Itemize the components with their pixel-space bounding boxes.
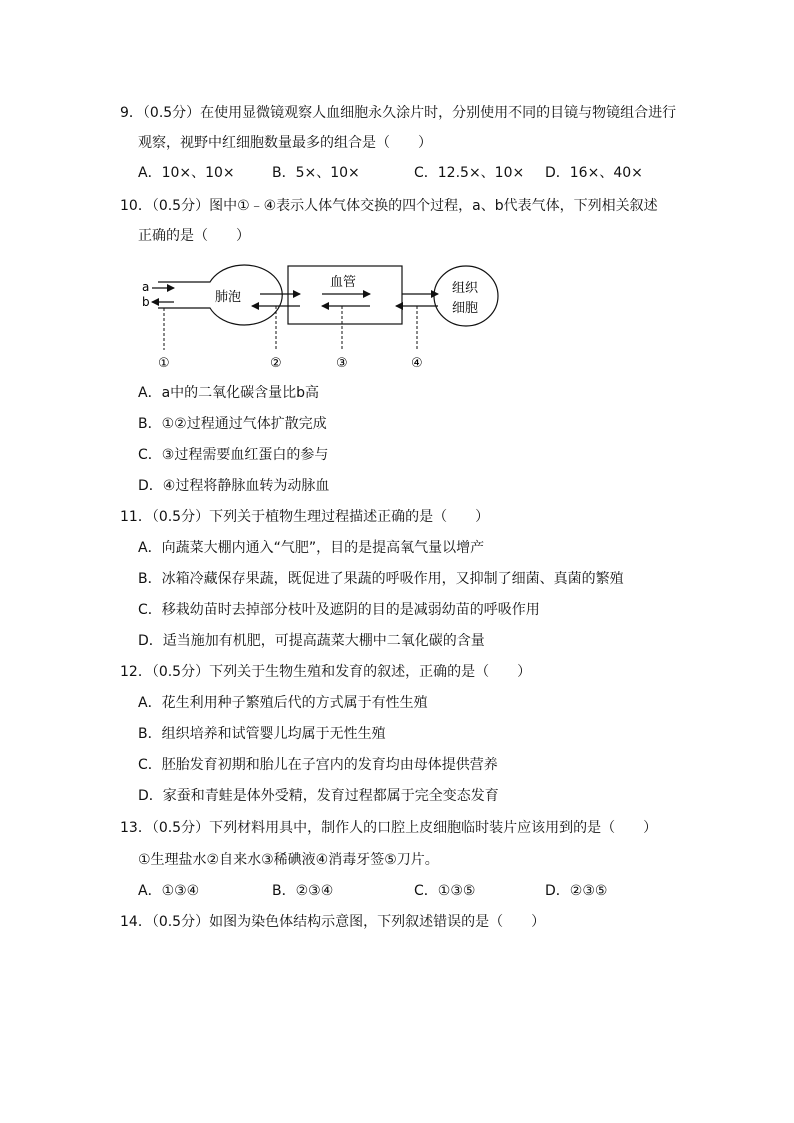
q12-option-d: D．家蚕和青蛙是体外受精，发育过程都属于完全变态发育 [138,788,499,804]
alveolus-label: 肺泡 [215,290,242,305]
q9-option-d: D．16×、40× [545,165,643,181]
q11-option-a: A．向蔬菜大棚内通入“气肥”，目的是提高氧气量以增产 [138,540,485,556]
q13-stem-line1: 13．（0.5分）下列材料用具中，制作人的口腔上皮细胞临时装片应该用到的是（ ） [120,820,658,836]
q13-option-a: A．①③④ [138,883,200,899]
q12-option-b: B．组织培养和试管婴儿均属于无性生殖 [138,726,386,742]
q10-option-b: B．①②过程通过气体扩散完成 [138,416,327,432]
q10-option-d: D．④过程将静脉血转为动脉血 [138,478,330,494]
q10-stem-line1: 10．（0.5分）图中①﹣④表示人体气体交换的四个过程，a、b代表气体，下列相关叙述 [120,198,658,214]
q12-option-c: C．胚胎发育初期和胎儿在子宫内的发育均由母体提供营养 [138,757,498,773]
marker-3: ③ [336,356,348,371]
gas-exchange-diagram [130,250,510,375]
q10-option-c: C．③过程需要血红蛋白的参与 [138,447,329,463]
q9-stem-line1: 9．（0.5分）在使用显微镜观察人血细胞永久涂片时，分别使用不同的目镜与物镜组合进行 [120,105,677,121]
q9-option-b: B．5×、10× [272,165,360,181]
q12-option-a: A．花生利用种子繁殖后代的方式属于有性生殖 [138,695,428,711]
q9-stem-line2: 观察，视野中红细胞数量最多的组合是（ ） [138,135,432,151]
q10-option-a: A．a中的二氧化碳含量比b高 [138,385,320,401]
q11-option-c: C．移栽幼苗时去掉部分枝叶及遮阴的目的是减弱幼苗的呼吸作用 [138,602,540,618]
marker-1: ① [158,356,170,371]
q11-option-b: B．冰箱冷藏保存果蔬，既促进了果蔬的呼吸作用，又抑制了细菌、真菌的繁殖 [138,571,624,587]
q13-option-c: C．①③⑤ [414,883,476,899]
tissue-label-line1: 组织 [452,281,479,296]
label-a: a [142,280,150,294]
q9-option-a: A．10×、10× [138,165,235,181]
q13-option-b: B．②③④ [272,883,334,899]
q11-option-d: D．适当施加有机肥，可提高蔬菜大棚中二氧化碳的含量 [138,633,485,649]
marker-4: ④ [411,356,423,371]
q9-option-c: C．12.5×、10× [414,165,525,181]
q10-stem-line2: 正确的是（ ） [138,228,250,244]
marker-2: ② [270,356,282,371]
vessel-label: 血管 [330,275,357,290]
q14-stem: 14．（0.5分）如图为染色体结构示意图，下列叙述错误的是（ ） [120,914,546,930]
q11-stem: 11．（0.5分）下列关于植物生理过程描述正确的是（ ） [120,509,490,525]
tissue-cell-shape [434,266,498,326]
q13-stem-line2: ①生理盐水②自来水③稀碘液④消毒牙签⑤刀片。 [138,852,439,868]
q12-stem: 12．（0.5分）下列关于生物生殖和发育的叙述，正确的是（ ） [120,664,532,680]
tissue-label-line2: 细胞 [452,301,479,316]
q13-option-d: D．②③⑤ [545,883,608,899]
label-b: b [142,295,150,309]
